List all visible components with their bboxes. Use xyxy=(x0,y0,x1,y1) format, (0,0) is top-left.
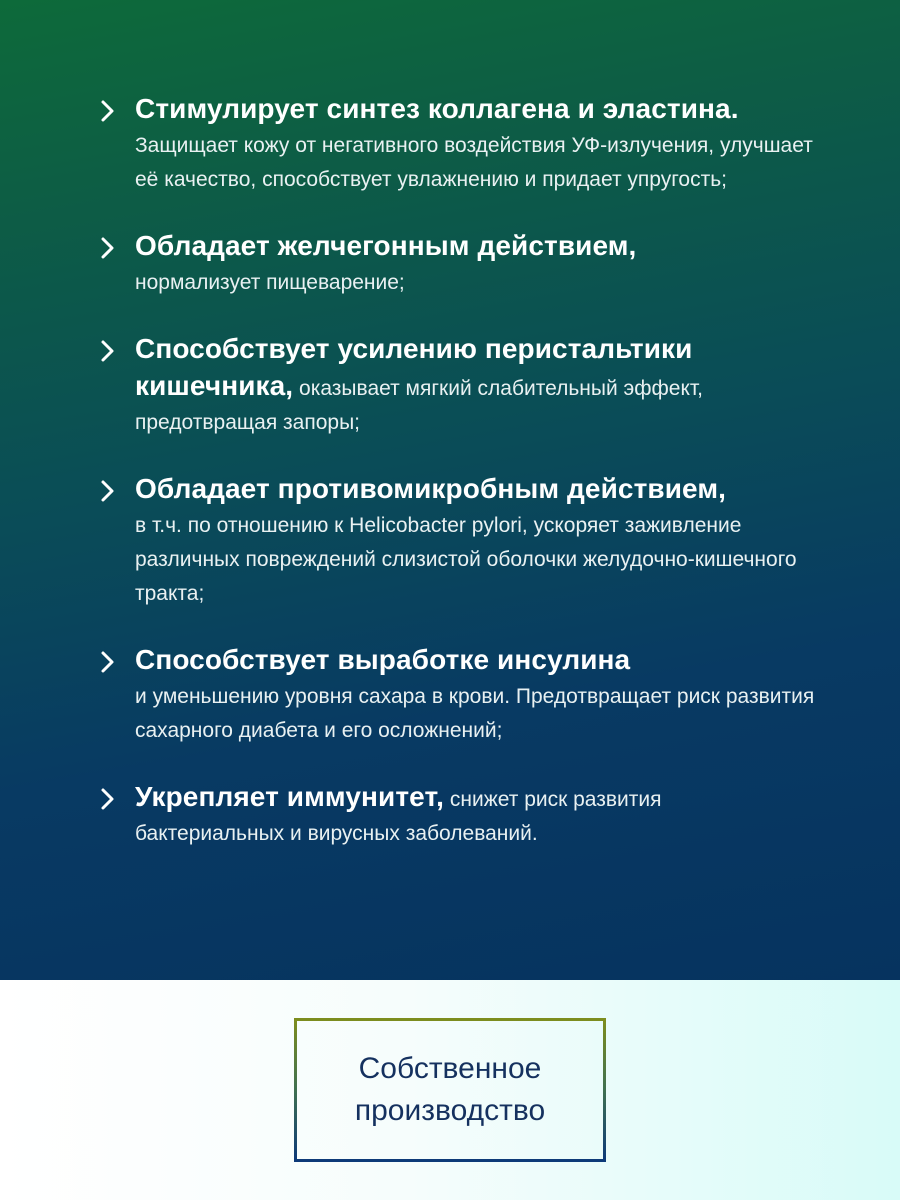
benefit-title: Способствует выработке инсулина xyxy=(135,644,631,675)
own-production-badge xyxy=(294,1018,606,1162)
benefit-item-choleretic xyxy=(95,229,815,300)
benefit-description: нормализует пищеварение; xyxy=(135,271,405,294)
benefit-description: в т.ч. по отношению к Helicobacter pylori, ускоряет заживление различных повреждений слизистой оболочки желудочно-кишечного тракта; xyxy=(135,514,797,605)
benefit-item-antimicrobial xyxy=(95,472,815,611)
benefit-title: Стимулирует синтез коллагена и эластина. xyxy=(135,93,739,124)
chevron-right-icon xyxy=(95,98,121,124)
benefit-title: Способствует усилению перистальтики кишечника, xyxy=(135,333,693,401)
chevron-right-icon xyxy=(95,786,121,812)
benefit-title: Обладает противомикробным действием, xyxy=(135,473,727,504)
benefit-item-peristalsis xyxy=(95,332,815,440)
benefit-description: оказывает мягкий слабительный эффект, предотвращая запоры; xyxy=(135,377,704,434)
benefit-text xyxy=(135,472,815,611)
chevron-right-icon xyxy=(95,338,121,364)
benefit-description: и уменьшению уровня сахара в крови. Предотвращает риск развития сахарного диабета и его осложнений; xyxy=(135,685,815,742)
chevron-right-icon xyxy=(95,649,121,675)
chevron-right-icon xyxy=(95,235,121,261)
benefit-title: Укрепляет иммунитет, xyxy=(135,781,445,812)
benefit-item-immunity xyxy=(95,780,815,851)
benefit-text xyxy=(135,643,815,748)
benefits-list xyxy=(95,92,815,883)
benefit-item-insulin xyxy=(95,643,815,748)
benefit-description: снижет риск развития бактериальных и вирусных заболеваний. xyxy=(135,788,662,845)
footer-section xyxy=(0,980,900,1200)
benefit-text xyxy=(135,780,815,851)
benefit-description: Защищает кожу от негативного воздействия УФ-излучения, улучшает её качество, способствует увлажнению и придает упругость; xyxy=(135,134,813,191)
chevron-right-icon xyxy=(95,478,121,504)
badge-line-1: Собственное xyxy=(358,1052,542,1085)
benefit-text xyxy=(135,92,815,197)
benefit-title: Обладает желчегонным действием, xyxy=(135,230,637,261)
badge-line-2: производство xyxy=(354,1094,546,1127)
benefit-item-collagen xyxy=(95,92,815,197)
benefit-text xyxy=(135,332,815,440)
benefit-text xyxy=(135,229,815,300)
